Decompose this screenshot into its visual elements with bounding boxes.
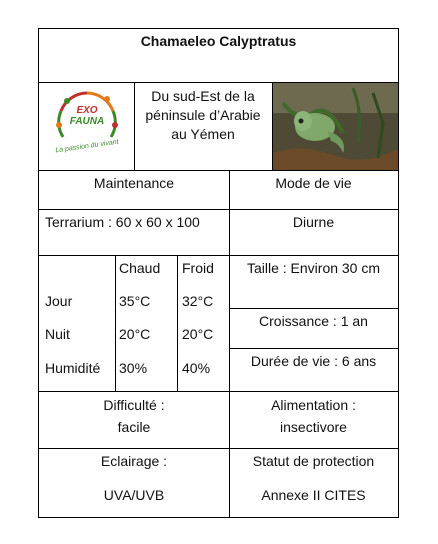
- difficulty-label: Difficulté :: [103, 397, 165, 413]
- lifespan-info: Durée de vie : 6 ans: [250, 353, 377, 369]
- divider: [39, 391, 398, 392]
- row-froid-value: 20°C: [182, 326, 214, 342]
- protection-value: Annexe II CITES: [261, 487, 366, 503]
- feeding-label: Alimentation :: [271, 397, 356, 413]
- exo-fauna-logo: [49, 85, 125, 165]
- column-froid: Froid: [182, 260, 214, 276]
- row-chaud-value: 20°C: [119, 326, 151, 342]
- divider: [177, 255, 178, 391]
- divider: [229, 348, 398, 349]
- species-sheet: [38, 28, 399, 518]
- logo-tagline: La passion du vivant: [54, 138, 120, 155]
- origin-text: Du sud-Est de la péninsule d’Arabie au Yémen: [145, 88, 261, 142]
- logo-text-exo: EXO: [76, 105, 98, 116]
- row-chaud-value: 30%: [119, 360, 148, 376]
- row-froid-value: 32°C: [182, 293, 214, 309]
- row-label: Nuit: [45, 326, 70, 342]
- chameleon-photo: [273, 83, 398, 170]
- difficulty-value: facile: [117, 419, 151, 435]
- chameleon-image-icon: [273, 83, 398, 170]
- divider: [134, 82, 135, 170]
- divider: [39, 170, 398, 171]
- divider: [229, 308, 398, 309]
- size-info: Taille : Environ 30 cm: [246, 260, 381, 276]
- lighting-label: Eclairage :: [100, 453, 168, 469]
- mode-de-vie-header: Mode de vie: [275, 175, 352, 191]
- lighting-value: UVA/UVB: [103, 487, 165, 503]
- divider: [39, 209, 398, 210]
- divider: [115, 255, 116, 391]
- row-label: Humidité: [45, 360, 101, 376]
- row-label: Jour: [45, 293, 73, 309]
- logo-text-fauna: FAUNA: [69, 116, 105, 127]
- divider: [39, 255, 398, 256]
- activity-mode: Diurne: [292, 214, 335, 230]
- maintenance-header: Maintenance: [93, 175, 175, 191]
- column-chaud: Chaud: [119, 260, 161, 276]
- feeding-value: insectivore: [280, 419, 347, 435]
- divider: [39, 448, 398, 449]
- row-chaud-value: 35°C: [119, 293, 151, 309]
- protection-label: Statut de protection: [252, 453, 375, 469]
- terrarium-size: Terrarium : 60 x 60 x 100: [45, 214, 200, 230]
- row-froid-value: 40%: [182, 360, 211, 376]
- growth-info: Croissance : 1 an: [259, 313, 368, 329]
- page-title: Chamaeleo Calyptratus: [140, 33, 297, 49]
